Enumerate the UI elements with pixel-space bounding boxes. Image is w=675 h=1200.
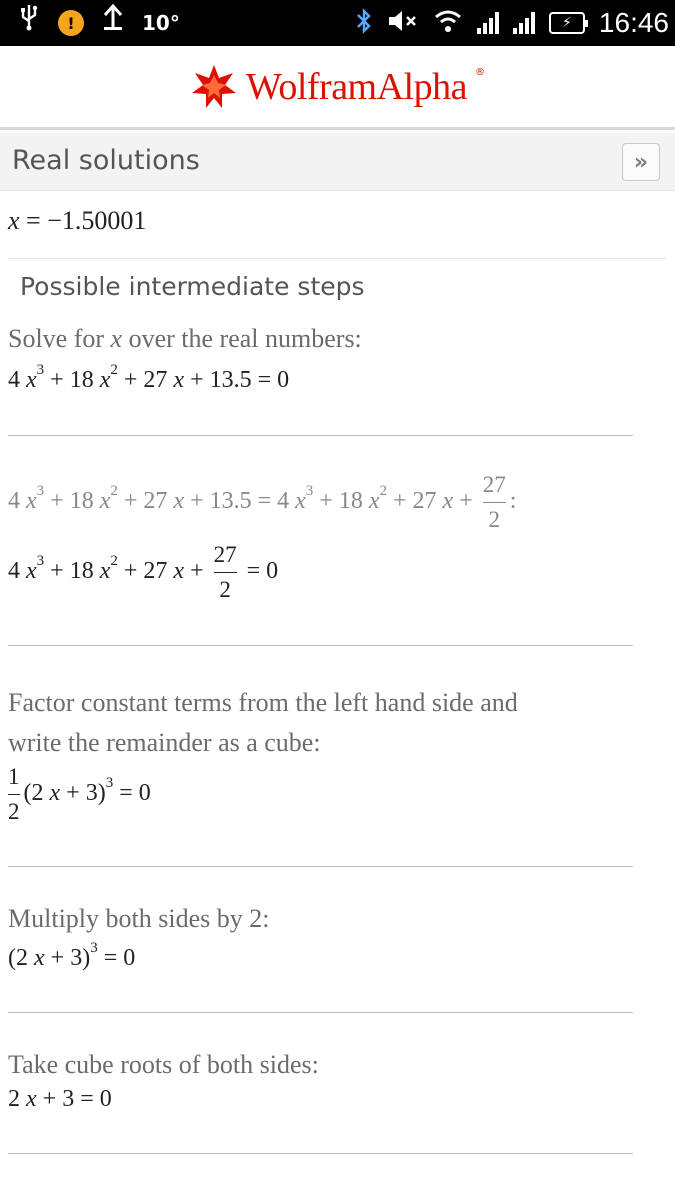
double-chevron-right-icon: »	[633, 149, 649, 175]
battery-icon: ⚡	[549, 12, 585, 34]
wifi-icon	[433, 8, 463, 38]
pod-title: Real solutions	[12, 145, 200, 176]
step-divider	[8, 1153, 633, 1154]
step-divider	[8, 645, 633, 646]
brand-name: WolframAlpha	[246, 65, 467, 108]
step-4-text: Multiply both sides by 2:	[8, 904, 270, 933]
wolfram-logo-icon	[190, 63, 238, 111]
mute-icon	[387, 8, 419, 38]
step-4-equation: (2 x + 3)$^3$ = 0	[8, 940, 136, 971]
pod-header	[0, 133, 675, 191]
step-1-text: Solve for x over the real numbers:	[8, 324, 362, 353]
warning-icon: !	[58, 10, 84, 36]
step-3-text-line-1: Factor constant terms from the left hand side and	[8, 688, 518, 717]
expand-button[interactable]	[622, 143, 660, 181]
signal-icon	[513, 12, 535, 34]
usb-icon	[18, 0, 40, 46]
step-5-text: Take cube roots of both sides:	[8, 1050, 319, 1079]
step-5-equation: 2 x + 3 = 0	[8, 1086, 112, 1112]
upload-icon	[102, 0, 124, 46]
trademark-mark: ®	[474, 67, 485, 78]
app-header	[0, 46, 675, 130]
step-3-text-line-2: write the remainder as a cube:	[8, 728, 321, 757]
step-3-equation: $\frac{1}{2}$ (2 x + 3)$^3$ = 0	[8, 764, 151, 824]
divider	[8, 258, 666, 259]
step-divider	[8, 1012, 633, 1013]
step-2-equation: 4 $x^3 + 18$ $x^2 + 27$ x + 13.5 = 4 $x^3 + 18$ $x^2 + 27$ x + $\frac{27}{2}$ :	[8, 472, 517, 532]
step-divider	[8, 866, 633, 867]
steps-title: Possible intermediate steps	[20, 272, 365, 301]
clock: 16:46	[598, 7, 669, 38]
result-value: x = −1.50001	[8, 206, 147, 235]
temperature-label: 10°	[142, 11, 180, 35]
step-divider	[8, 435, 633, 436]
step-1-equation: 4 $x^3 + 18$ $x^2 + 27$ x + 13.5 = 0	[8, 362, 290, 393]
bluetooth-icon	[355, 7, 373, 39]
status-bar	[0, 0, 675, 46]
signal-icon	[477, 12, 499, 34]
step-2-equation-2: 4 $x^3 + 18$ $x^2 + 27$ x + $\frac{27}{2}$ = 0	[8, 542, 279, 602]
